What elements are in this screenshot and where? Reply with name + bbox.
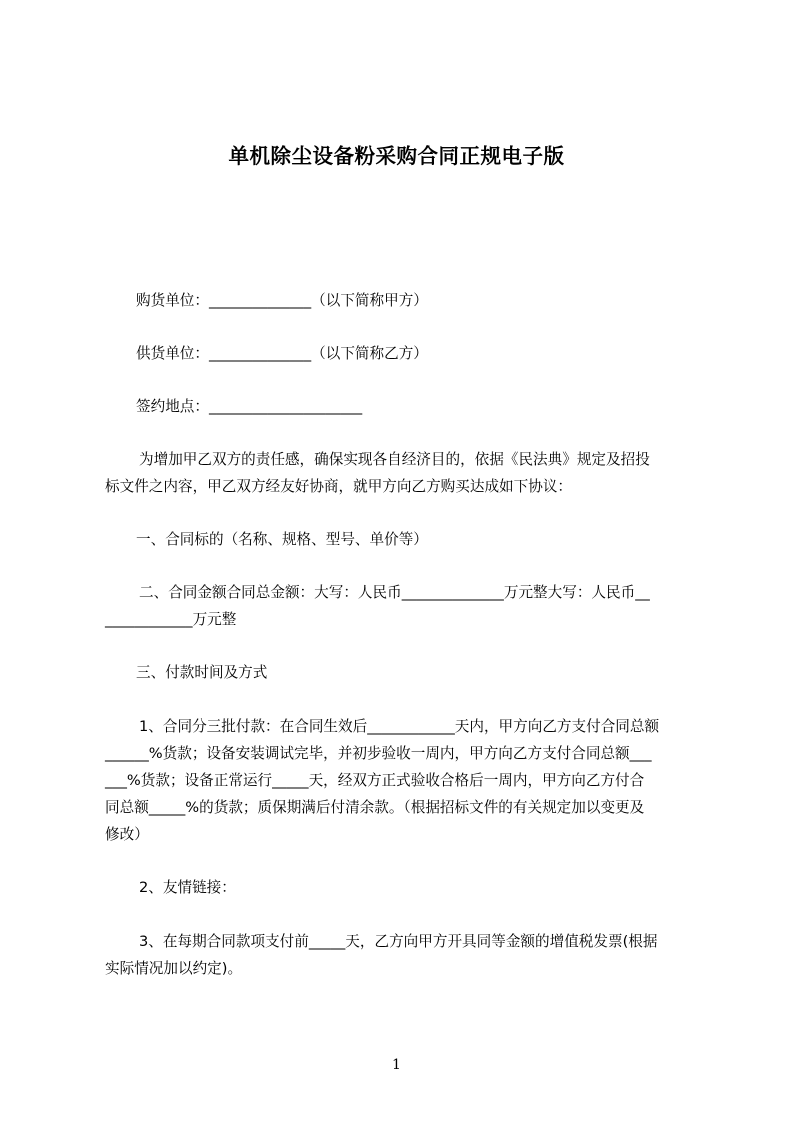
item-3-line-1: 3、在每期合同款项支付前_____天，乙方向甲方开具同等金额的增值税发票(根据 bbox=[139, 933, 658, 950]
payment-item-1-line-5: 修改） bbox=[105, 826, 149, 843]
supplier-line: 供货单位：______________（以下简称乙方） bbox=[136, 345, 428, 362]
payment-item-1-line-3: ___%货款；设备正常运行_____天，经双方正式验收合格后一周内，甲方向乙方付合 bbox=[105, 772, 645, 789]
intro-paragraph-line-2: 标文件之内容，甲乙双方经友好协商，就甲方向乙方购买达成如下协议： bbox=[105, 478, 573, 495]
section-2-line-2: ____________万元整 bbox=[105, 611, 237, 628]
document-title: 单机除尘设备粉采购合同正规电子版 bbox=[228, 144, 565, 168]
intro-paragraph-line-1: 为增加甲乙双方的责任感，确保实现各自经济目的，依据《民法典》规定及招投 bbox=[139, 451, 650, 468]
buyer-line: 购货单位：______________（以下简称甲方） bbox=[136, 292, 428, 309]
payment-item-1-line-4: 同总额_____%的货款；质保期满后付清余款。（根据招标文件的有关规定加以变更及 bbox=[105, 799, 645, 816]
page-number: 1 bbox=[392, 1057, 401, 1073]
payment-item-1-line-1: 1、合同分三批付款：在合同生效后____________天内，甲方向乙方支付合同总额 bbox=[139, 718, 660, 735]
item-3-line-2: 实际情况加以约定)。 bbox=[105, 960, 243, 977]
item-2-friendly-links: 2、友情链接： bbox=[139, 879, 236, 896]
section-2-line-1: 二、合同金额合同总金额：大写：人民币______________万元整大写：人民币__ bbox=[139, 584, 650, 601]
payment-item-1-line-2: ______%货款；设备安装调试完毕，并初步验收一周内，甲方向乙方支付合同总额___ bbox=[105, 745, 652, 762]
signing-location-line: 签约地点：_____________________ bbox=[136, 398, 363, 415]
section-3-heading: 三、付款时间及方式 bbox=[136, 664, 268, 681]
section-1-heading: 一、合同标的（名称、规格、型号、单价等） bbox=[136, 531, 428, 548]
